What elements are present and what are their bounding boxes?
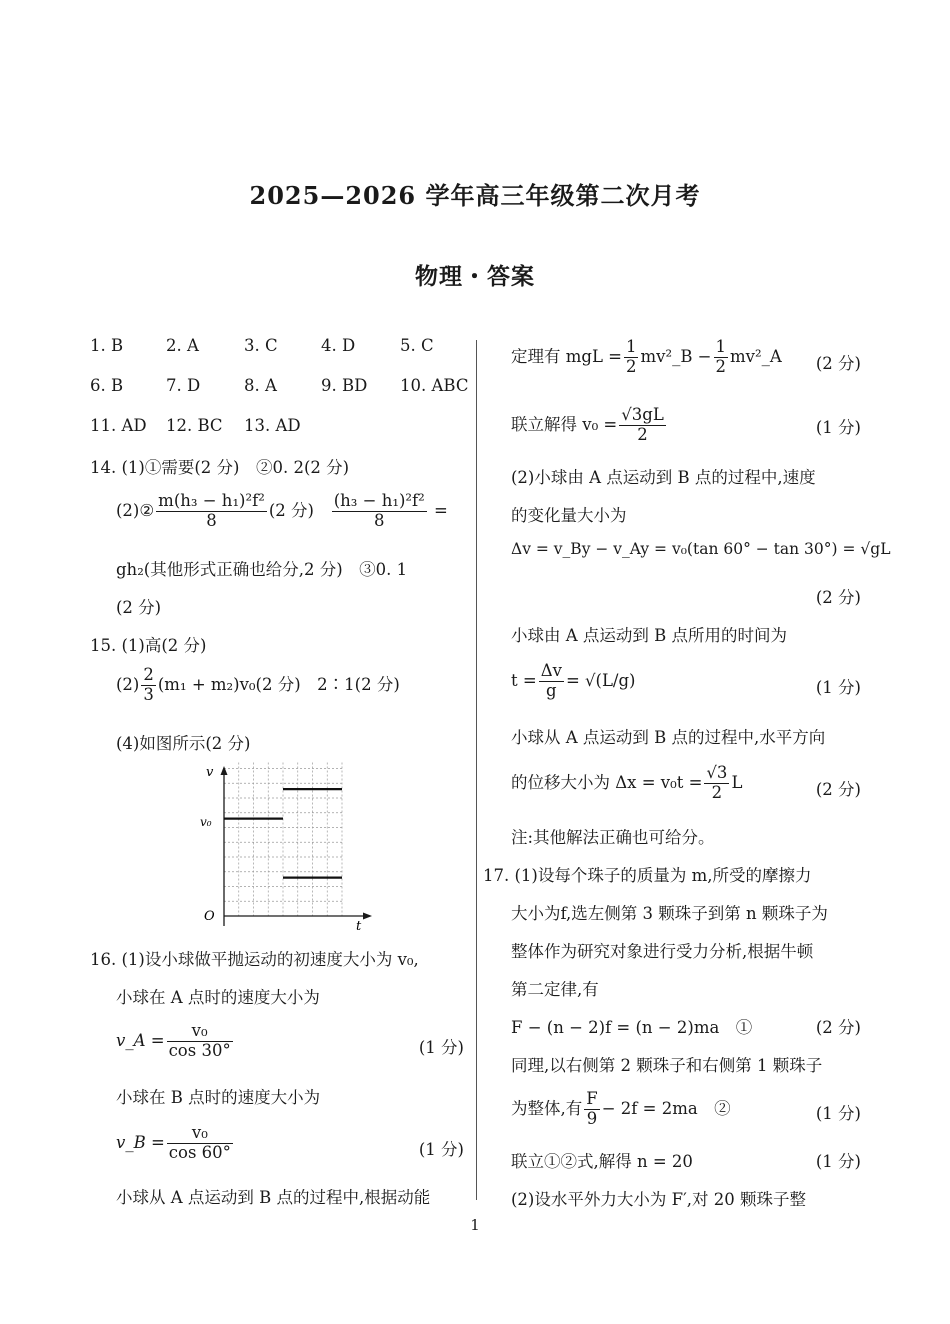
choice-answer: 2. A [166,336,199,355]
points: (2 分) [815,780,861,799]
q14-points: (2 分) [268,500,314,520]
fraction-numerator: 1 [715,337,727,356]
delta-v-equation: Δv = v_By − v_Ay = v₀(tan 60° − tan 30°) = √gL [511,540,891,558]
va-fraction [167,1022,233,1061]
fraction-numerator: m(h₃ − h₁)²f² [158,491,265,510]
equation-part: t = [511,670,537,690]
force-fraction [584,1090,599,1129]
fraction-denominator: cos 60° [168,1142,231,1162]
choice-answer: 1. B [90,336,124,355]
fraction-denominator: cos 30° [168,1040,231,1060]
fraction-denominator: 2 [625,356,637,376]
equals-sign: = [433,500,448,520]
origin-label: O [204,909,215,924]
v0-solution [511,406,668,445]
q17-line-4: 第二定律,有 [511,980,599,999]
va-lhs: v_A = [116,1030,165,1050]
fraction-numerator: √3 [706,763,728,782]
q15-line-2 [116,666,400,705]
q17-equation-1: F − (n − 2)f = (n − 2)ma ① [511,1018,753,1037]
equation-part: 联立解得 v₀ = [511,414,618,434]
q15-expression: (m₁ + m₂)v₀(2 分) 2∶1(2 分) [157,674,400,694]
choice-answer: 13. AD [244,416,301,435]
note-text: 注:其他解法正确也可给分。 [511,828,715,847]
points: (2 分) [815,354,861,373]
x-axis-arrow-icon [363,913,372,920]
choice-answer: 5. C [400,336,434,355]
points: (1 分) [815,1152,861,1171]
fraction-numerator: 2 [143,665,154,684]
fraction-denominator: 8 [206,510,217,530]
displacement-equation [511,764,742,803]
points: (1 分) [418,1038,464,1057]
energy-theorem-equation [511,338,782,377]
choice-answer: 3. C [244,336,278,355]
displacement-fraction [704,764,729,803]
q14-fraction-2 [332,492,427,531]
points: (2 分) [815,1018,861,1037]
choice-answer: 11. AD [90,416,147,435]
fraction-denominator: 2 [711,782,723,802]
equation-part: − 2f = 2ma ② [601,1098,731,1118]
equation-part: 的位移大小为 Δx = v₀t = [511,772,703,792]
q16-part2-line-4: 小球从 A 点运动到 B 点的过程中,水平方向 [511,728,826,747]
equation-part: 定理有 mgL = [511,346,622,366]
fraction-numerator: 1 [625,337,637,356]
q17-line-3: 整体作为研究对象进行受力分析,根据牛顿 [511,942,814,961]
page-title: 2025—2026 学年高三年级第二次月考 [249,181,701,210]
half-fraction [624,338,639,377]
q16-part2-line-3: 小球由 A 点运动到 B 点所用的时间为 [511,626,788,645]
q15-part-label: (2) [116,674,140,694]
fraction-denominator: 9 [586,1108,598,1128]
fraction-numerator: v₀ [167,1124,233,1144]
velocity-time-graph [200,762,380,934]
page-number: 1 [470,1216,480,1234]
points: (1 分) [815,418,861,437]
y-axis-arrow-icon [221,766,228,775]
page-subtitle: 物理・答案 [415,263,535,290]
v0-label: v₀ [200,815,212,829]
choice-answer: 10. ABC [400,376,469,395]
fraction-numerator: √3gL [621,405,664,424]
q16-part2-line-1: (2)小球由 A 点运动到 B 点的过程中,速度 [511,468,816,487]
q15-line-1: 15. (1)高(2 分) [90,636,207,655]
choice-answer: 4. D [321,336,356,355]
q17-line-2: 大小为f,选左侧第 3 颗珠子到第 n 颗珠子为 [511,904,828,923]
choice-answer: 12. BC [166,416,223,435]
fraction-denominator: g [546,680,557,700]
q15-fraction [141,666,156,705]
fraction-denominator: 3 [143,684,154,704]
time-equation [511,662,636,701]
q14-part-label: (2)② [116,500,155,520]
y-axis-label: v [206,765,214,780]
choice-answer: 9. BD [321,376,368,395]
q16-line-1: 16. (1)设小球做平抛运动的初速度大小为 v₀, [90,950,419,969]
column-divider [476,340,477,1200]
q14-line-2 [116,492,448,531]
points: (1 分) [418,1140,464,1159]
points: (2 分) [815,588,861,607]
q17-equation-2 [511,1090,731,1129]
fraction-numerator: v₀ [167,1022,233,1042]
vb-equation [116,1124,235,1163]
vb-fraction [167,1124,233,1163]
equation-part: mv²_A [730,346,782,366]
q14-line-1: 14. (1)①需要(2 分) ②0. 2(2 分) [90,458,350,477]
fraction-denominator: 2 [637,424,648,444]
q16-line-4: 小球从 A 点运动到 B 点的过程中,根据动能 [116,1188,431,1207]
x-axis-label: t [356,919,362,934]
q17-line-6: 同理,以右侧第 2 颗珠子和右侧第 1 颗珠子 [511,1056,823,1075]
fraction-numerator: (h₃ − h₁)²f² [333,491,425,510]
choice-answer: 7. D [166,376,201,395]
points: (1 分) [815,1104,861,1123]
time-fraction [539,662,564,701]
graph-grid [224,763,342,917]
equation-part: L [731,772,743,792]
q14-line-4: (2 分) [116,598,162,617]
fraction-denominator: 8 [373,510,385,530]
equation-part: mv²_B − [640,346,712,366]
points: (1 分) [815,678,861,697]
fraction-numerator: F [586,1089,598,1108]
half-fraction [714,338,729,377]
fraction-numerator: Δv [540,661,562,680]
v0-fraction [619,406,666,445]
va-equation [116,1022,235,1061]
choice-answer: 6. B [90,376,124,395]
fraction-denominator: 2 [715,356,727,376]
q14-fraction-1 [156,492,267,531]
equation-part: 为整体,有 [511,1098,583,1118]
q17-line-9: (2)设水平外力大小为 F′,对 20 颗珠子整 [511,1190,807,1209]
equation-part: = √(L/g) [565,670,636,690]
q17-line-1: 17. (1)设每个珠子的质量为 m,所受的摩擦力 [483,866,812,885]
q15-line-3: (4)如图所示(2 分) [116,734,251,753]
q14-line-3: gh₂(其他形式正确也给分,2 分) ③0. 1 [116,560,408,579]
q17-result: 联立①②式,解得 n = 20 [511,1152,693,1171]
choice-answer: 8. A [244,376,277,395]
q16-line-3: 小球在 B 点时的速度大小为 [116,1088,321,1107]
q16-line-2: 小球在 A 点时的速度大小为 [116,988,320,1007]
q16-part2-line-2: 的变化量大小为 [511,506,627,525]
vb-lhs: v_B = [116,1132,165,1152]
